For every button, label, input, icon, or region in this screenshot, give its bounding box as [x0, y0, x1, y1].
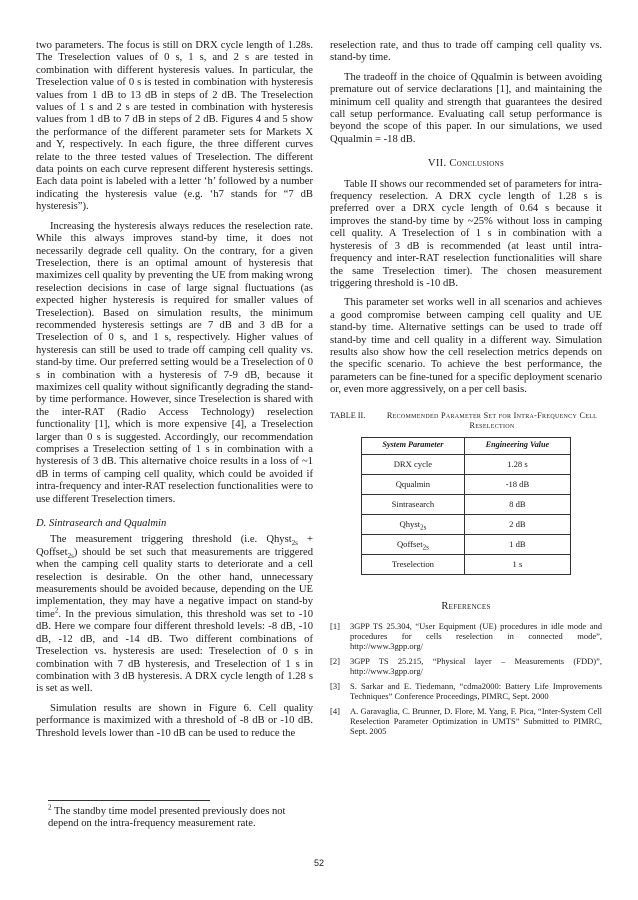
reference-list [330, 621, 602, 736]
left-column [36, 40, 313, 747]
table-row: Qoffset$_{2s}$ 1 dB [362, 534, 571, 554]
body-paragraph: The measurement triggering threshold (i.e. Qhyst$_{2s}$ + Qoffset$_{2s}$) should be set such that measurements are triggered when the camping cell quality starts to deteriorate and a cell reselection is desirable. On the other hand, unnecessary measurements should be avoided because, depending on the UE implementation, they may have a negative impact on stand-by time$^2$. In the previous simulation, this threshold was set to -10 dB. Here we compare four different threshold levels: -8 dB, -10 dB, -12 dB, and -14 dB. Two different combinations of Treselection vs. hysteresis are used: Treselection of 0 s in combination with 7 dB hysteresis, and Treselection of 1 s in combination with 3 dB hysteresis. A DRX cycle length of 1.28 s is set as well. [36, 534, 314, 695]
body-paragraph: reselection rate, and thus to trade off camping cell quality vs. stand-by time. [330, 40, 602, 64]
table-header: Engineering Value [464, 437, 570, 454]
reference-item: [3] S. Sarkar and E. Tiedemann, “cdma2000: Battery Life Improvements Techniques” Conference Proceedings, PIMRC, Sept. 2000 [330, 680, 602, 701]
footnote: $^2$ The standby time model presented previously does not depend on the intra-frequency measurement rate. [48, 803, 286, 830]
body-paragraph: The tradeoff in the choice of Qqualmin is between avoiding premature out of service declarations [1], and maintaining the minimum cell quality and strength that guarantees the desired call setup performance. Evaluating call setup performance is beyond the scope of this paper. In our simulations, we used Qqualmin = -18 dB. [330, 71, 602, 145]
subsection-heading: D. Sintrasearch and Qqualmin [36, 518, 167, 530]
body-paragraph: This parameter set works well in all scenarios and achieves a good compromise between camping cell quality and UE stand-by time. Alternative settings can be used to trade off stand-by time and cell quality in a different way. Simulation results also show how the cell reselection metrics depends on the specific scenario. To achieve the best performance, the parameters can be fine-tuned for a specific deployment scenario or, even more aggressively, on a per cell basis. [330, 297, 602, 396]
table-caption [330, 411, 602, 431]
table-row: Qqualmin -18 dB [362, 474, 571, 494]
body-paragraph: Table II shows our recommended set of parameters for intra-frequency reselection. A DRX cycle length of 1.28 s is preferred over a DRX cycle length of 0.64 s because it improves the stand-by time by ~25% without loss in camping cell quality. A Treselection of 1 s in combination with a hysteresis of 3 dB is recommended (at least until intra-frequency and inter-RAT reselection functionalities will share the same Treselection timer). The chosen measurement triggering threshold is -10 dB. [330, 178, 602, 289]
table-row: Sintrasearch 8 dB [362, 494, 571, 514]
reference-item: [4] A. Garavaglia, C. Brunner, D. Flore, M. Yang, F. Pica, “Inter-System Cell Reselection Parameter Optimization in UMTS” Submitted to PIMRC, Sept. 2005 [330, 705, 602, 736]
body-paragraph: two parameters. The focus is still on DRX cycle length of 1.28s. The Treselection values of 0 s, 1 s, and 2 s are tested in combination with different hysteresis values. In particular, the Treselection value of 0 s is tested in combination with hysteresis values from 1 dB to 13 dB in steps of 2 dB. The Treselection values of 1 s and 2 s are tested in combination with hysteresis values from 1 dB to 7 dB in steps of 2 dB. Figures 4 and 5 show the performance of the different parameter sets for Markets X and Y, respectively. In each figure, the three different curves relate to the three tested values of Treselection. The different data points on each curve represent different hysteresis settings. Each data point is labeled with a letter ‘h’ followed by a number indicating the hysteresis value (e.g. ‘h7 stands for “7 dB hysteresis”). [36, 40, 313, 213]
table-label: TABLE II. [330, 410, 366, 420]
table-row: DRX cycle 1.28 s [362, 454, 571, 474]
parameter-table [361, 437, 571, 575]
table-row: Treselection 1 s [362, 554, 571, 574]
section-heading: VII. Conclusions [427, 158, 505, 170]
table-row: Qhyst$_{2s}$ 2 dB [362, 514, 571, 534]
right-column [330, 40, 602, 741]
footnote-mark: 2 [54, 606, 59, 615]
table-header: System Parameter [362, 437, 465, 454]
body-paragraph: Increasing the hysteresis always reduces the reselection rate. While this always improves stand-by time, it does not necessarily degrade cell quality. On the contrary, for a given Treselection, there is an optimal amount of hysteresis that maximizes cell quality by preventing the UE from making wrong reselection decisions in case of large signal fluctuations (as expected higher hysteresis is required for smaller values of Treselection). Based on simulation results, the minimum recommended hysteresis settings are 7 dB and 3 dB for a Treselection of 0 s, and 1 s, respectively. Higher values of hysteresis can still be used to trade off camping cell quality vs. stand-by time. Our preferred setting would be a Treselection of 0 s in combination with a hysteresis of 7-9 dB, because it maximizes cell quality without significantly degrading the stand-by time performance. However, since Treselection is shared with the inter-RAT (Radio Access Technology) reselection functionality [1], which is more expensive [4], a Treselection larger than 0 s is suggested. Accordingly, our recommendation comprises a Treselection setting of 1 s in combination with a hysteresis of 3 dB. This alternative choice results in a loss of ~1 dB in terms of camping cell quality, which could be avoided if intra-frequency and inter-RAT reselection functionalities were to use different Treselection timers. [36, 220, 313, 505]
footnote-divider [48, 800, 210, 801]
reference-item: [2] 3GPP TS 25.215, “Physical layer – Measurements (FDD)”, http://www.3gpp.org/ [330, 655, 602, 676]
page-number: 52 [313, 858, 324, 868]
references-heading: References [441, 600, 491, 612]
body-paragraph: Simulation results are shown in Figure 6. Cell quality performance is maximized with a threshold of -8 dB or -10 dB. Threshold levels lower than -10 dB can be used to reduce the [36, 702, 313, 739]
table-title: Recommended Parameter Set for Intra-Frequency Cell Reselection [386, 410, 598, 430]
reference-item: [1] 3GPP TS 25.304, “User Equipment (UE) procedures in idle mode and procedures for cells reselection in connected mode”, http://www.3gpp.org/ [330, 620, 602, 651]
